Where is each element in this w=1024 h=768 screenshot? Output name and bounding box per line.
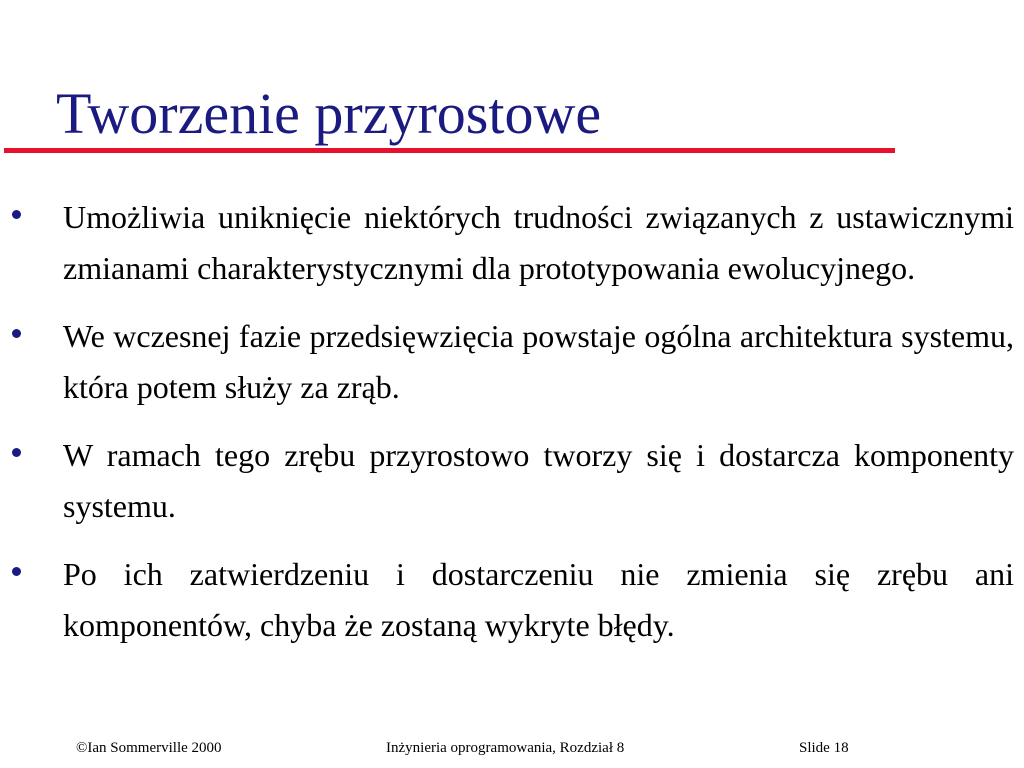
footer-copyright: ©Ian Sommerville 2000: [76, 740, 222, 756]
title-underline: [4, 148, 895, 153]
bullet-text: Umożliwia uniknięcie niektórych trudności związanych z ustawicznymi zmianami charakterystycznymi dla prototypowania ewolucyjnego.: [63, 199, 1014, 286]
bullet-item: [0, 311, 1024, 413]
bullet-text: Po ich zatwierdzeniu i dostarczeniu nie zmienia się zrębu ani komponentów, chyba że zostaną wykryte błędy.: [63, 556, 1014, 643]
bullet-text: We wczesnej fazie przedsięwzięcia powstaje ogólna architektura systemu, która potem służy za zrąb.: [63, 318, 1014, 405]
footer-slide-number: Slide 18: [799, 740, 849, 756]
bullet-dot-icon: [12, 448, 21, 457]
bullet-list: [0, 192, 1024, 668]
slide-title: Tworzenie przyrostowe: [56, 81, 602, 146]
bullet-item: [0, 192, 1024, 294]
footer-course: Inżynieria oprogramowania, Rozdział 8: [386, 740, 625, 756]
bullet-item: [0, 430, 1024, 532]
bullet-dot-icon: [12, 210, 21, 219]
bullet-dot-icon: [12, 567, 21, 576]
bullet-dot-icon: [12, 329, 21, 338]
bullet-text: W ramach tego zrębu przyrostowo tworzy się i dostarcza komponenty systemu.: [63, 437, 1014, 524]
bullet-item: [0, 549, 1024, 651]
